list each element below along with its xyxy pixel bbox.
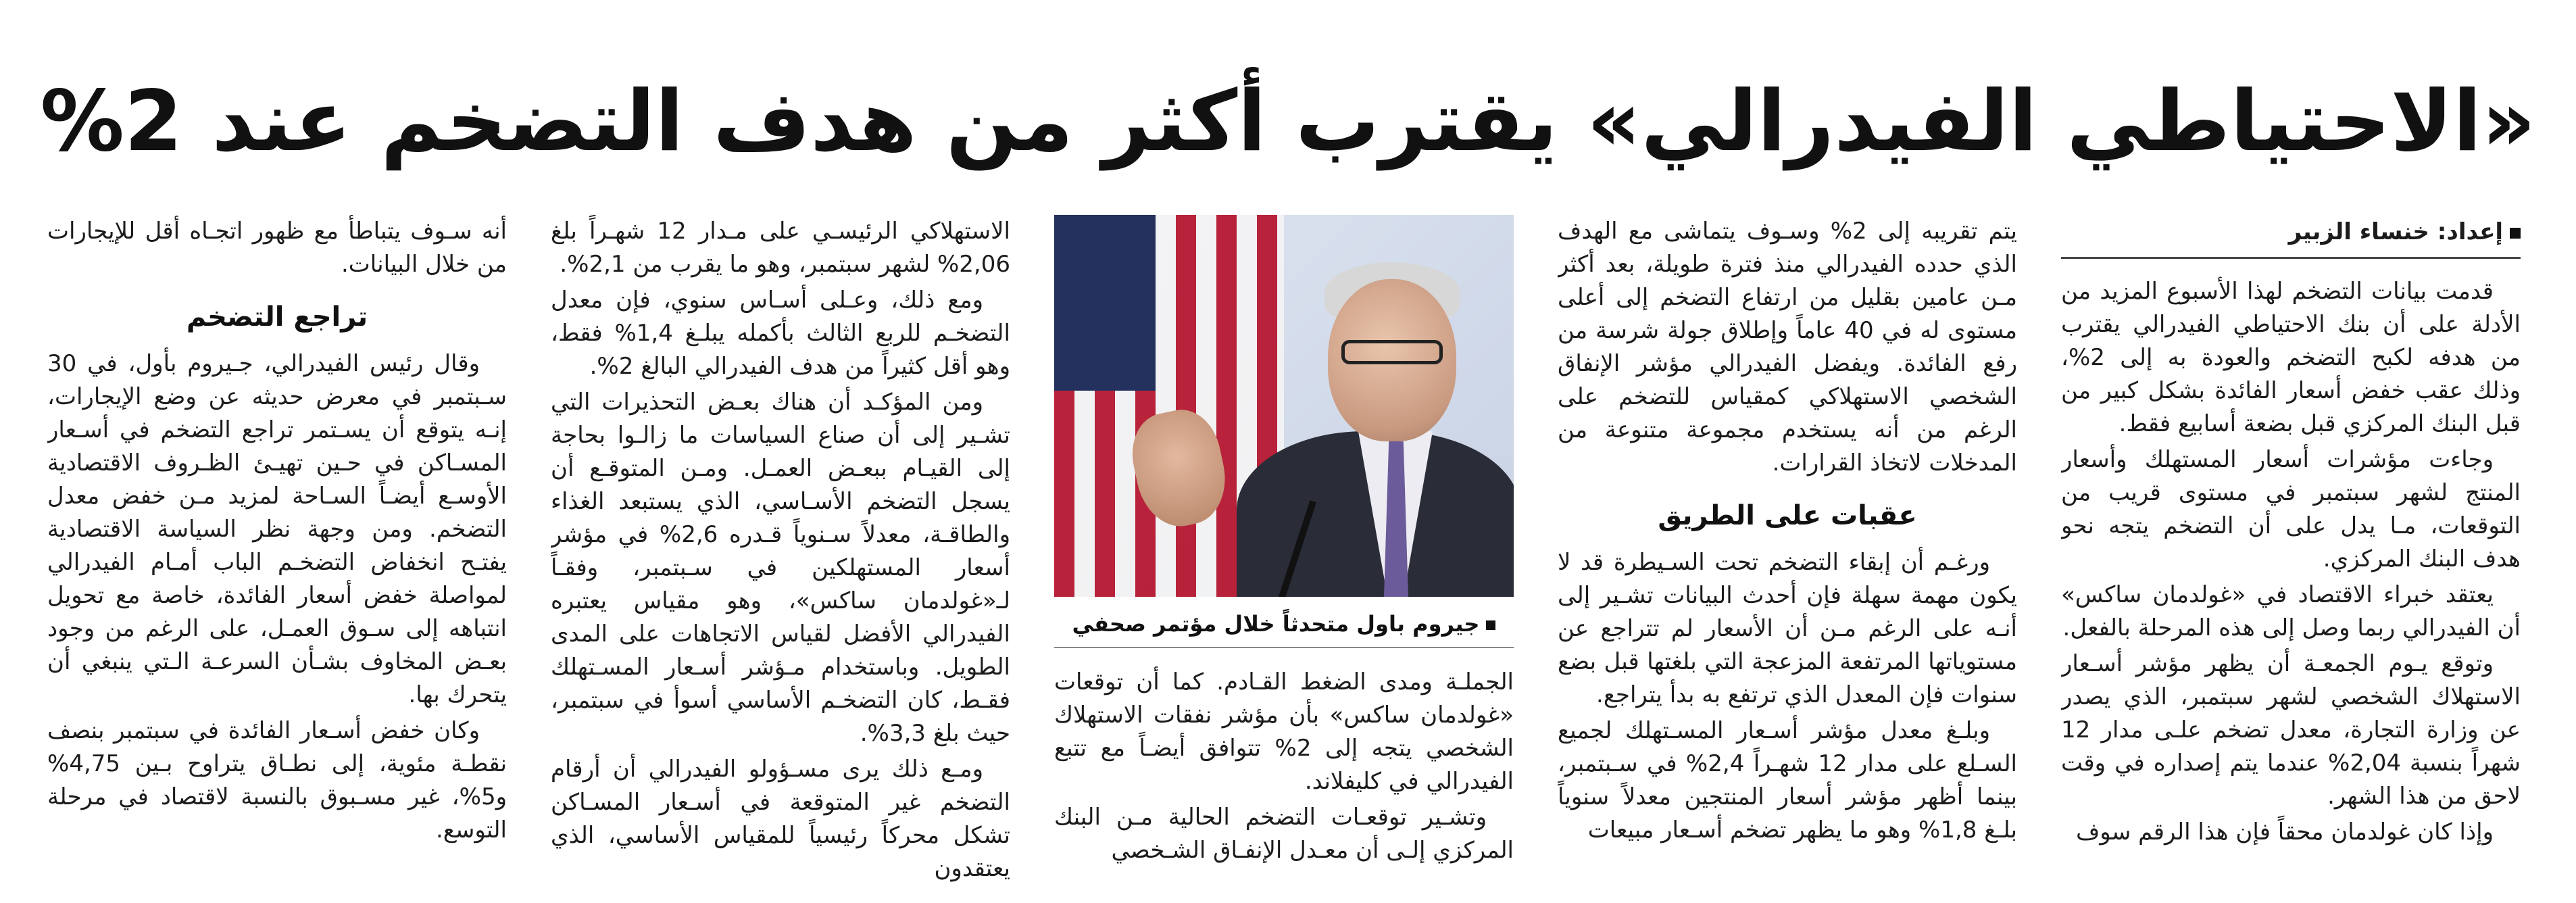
paragraph: وإذا كان غولدمان محقاً فإن هذا الرقم سوف [2076, 819, 2494, 846]
article-column-4 [551, 215, 1010, 888]
photo-caption-text: جيروم باول متحدثاً خلال مؤتمر صحفي [1072, 611, 1480, 637]
flag-canton-graphic [1054, 215, 1156, 391]
paragraph: وتشـير توقعـات التضخم الحالية مـن البنك المركزي إلـى أن معـدل الإنفـاق الشـخصي [1054, 804, 1514, 864]
article-column-3 [1054, 666, 1514, 870]
paragraph: يتم تقريبه إلى 2% وسـوف يتماشى مع الهدف الذي حدده الفيدرالي منذ فترة طويلة، بعد أكثر مـن عامين بقليل من ارتفاع التضخم إلى أعلى مستوى له في 40 عاماً وإطلاق جولة شرسة من رفع الفائدة. ويفضل الفيدرالي مؤشر الإنفاق الشخصي الاستهلاكي كمقياس للتضخم على الرغم من أنه يستخدم مجموعة متنوعة من المدخلات لاتخاذ القرارات. [1558, 218, 2017, 477]
paragraph: وتوقع يـوم الجمعـة أن يظهر مؤشر أسـعار الاستهلاك الشخصي لشهر سبتمبر، الذي يصدر عن وزارة التجارة، معدل تضخم علـى مدار 12 شهراً بنسبة 2,04% عندما يتم إصداره في وقت لاحق من هذا الشهر. [2061, 650, 2521, 810]
paragraph: قدمت بيانات التضخم لهذا الأسبوع المزيد من الأدلة على أن بنك الاحتياطي الفيدرالي يقترب من هدفه لكبح التضخم والعودة به إلى 2%، وذلك عقب خفض أسعار الفائدة بشكل كبير من قبل البنك المركزي قبل بضعة أسابيع فقط. [2061, 278, 2521, 437]
paragraph: ومـع ذلك يرى مسـؤولو الفيدرالي أن أرقام التضخم غير المتوقعة في أسـعار المسـاكن تشكل محركاً رئيسياً للمقياس الأساسي، الذي يعتقدون [551, 756, 1010, 882]
article-column-2 [1558, 215, 2017, 850]
byline-label: إعداد: [2437, 218, 2503, 245]
paragraph: أنه سـوف يتباطأ مع ظهور اتجـاه أقل للإيجارات من خلال البيانات. [47, 218, 507, 278]
article-column-1 [2061, 215, 2521, 852]
paragraph: وقال رئيس الفيدرالي، جـيروم بأول، في 30 سـبتمبر في معرض حديثه عن وضع الإيجارات، إنـه يتوقع أن يسـتمر تراجع التضخم في أسـعار المسـاكن في حـين تهيـئ الظـروف الاقتصادية الأوسـع أيضـاً السـاحة لمزيد مـن خفض معدل التضخم. ومن وجهة نظر السياسة الاقتصادية يفتـح انخفاض التضخـم الباب أمـام الفيدرالي لمواصلة خفض أسعار الفائدة، خاصة مع تحويل انتباهه إلى سـوق العمـل، على الرغم من وجود بعـض المخاوف بشـأن السرعـة الـتي ينبغي أن يتحرك بها. [47, 350, 507, 708]
headline: «الاحتياطي الفيدرالي» يقترب أكثر من هدف التضخم عند 2% [40, 73, 2536, 170]
press-conference-photo [1054, 215, 1514, 597]
glasses-graphic [1341, 340, 1443, 364]
byline [2061, 215, 2521, 259]
paragraph: ومع ذلك، وعـلى أسـاس سنوي، فإن معدل التضخـم للربع الثالث بأكمله يبلـغ 1,4% فقط، وهو أقل كثيراً من هدف الفيدرالي البالغ 2%. [551, 287, 1010, 380]
paragraph: وبلـغ معدل مؤشر أسـعار المسـتهلك لجميع السـلع على مدار 12 شهـراً 2,4% في سـبتمبر، بينما أظهر مؤشر أسعار المنتجين معدلاً سنوياً بلـغ 1,8% وهو ما يظهر تضخم أسـعار مبيعات [1558, 717, 2017, 844]
paragraph: وجاءت مؤشرات أسعار المستهلك وأسعار المنتج لشهر سبتمبر في مستوى قريب من التوقعات، مـا يدل على أن التضخم يتجه نحو هدف البنك المركزي. [2061, 446, 2521, 572]
bullet-square-icon [2510, 228, 2521, 239]
byline-author: خنساء الزبير [2288, 218, 2429, 245]
photo-caption [1054, 605, 1514, 648]
paragraph: ومن المؤكـد أن هناك بعـض التحذيرات التي تشـير إلى أن صناع السياسات ما زالـوا بحاجة إلى القيـام ببعـض العمـل. ومـن المتوقـع أن يسجل التضخم الأسـاسي، الذي يستبعد الغذاء والطاقـة، معدلاً سـنوياً قـدره 2,6% في مؤشر أسعار المستهلكين في سـبتمبر، وفقـاً لـ«غولدمان ساكس»، وهو مقياس يعتبره الفيدرالي الأفضل لقياس الاتجاهات على المدى الطويل. وباستخدام مـؤشر أسـعار المسـتهلك فقـط، كان التضخـم الأساسي أسوأ في سبتمبر، حيث بلغ 3,3%. [551, 389, 1010, 747]
paragraph: الجملـة ومدى الضغط القـادم. كما أن توقعات «غولدمان ساكس» بأن مؤشر نفقات الاستهلاك الشخصي يتجه إلى 2% تتوافق أيضـاً مع تتبع الفيدرالي في كليفلاند. [1054, 668, 1514, 795]
paragraph: يعتقد خبراء الاقتصاد في «غولدمان ساكس» أن الفيدرالي ربما وصل إلى هذه المرحلة بالفعل. [2061, 581, 2521, 641]
paragraph: ورغـم أن إبقاء التضخم تحت السـيطرة قد لا يكون مهمة سهلة فإن أحدث البيانات تشـير إلى أنـه على الرغم مـن أن الأسعار لم تتراجع عن مستوياتها المرتفعة المزعجة التي بلغتها قبل بضع سنوات فإن المعدل الذي ترتفع به بدأ يتراجع. [1558, 549, 2017, 708]
bullet-square-icon [1486, 620, 1495, 630]
paragraph: الاستهلاكي الرئيسـي على مـدار 12 شهـراً بلغ 2,06% لشهر سبتمبر، وهو ما يقرب من 2,1%. [551, 218, 1010, 278]
subheading-obstacles: عقبات على الطريق [1658, 500, 1917, 531]
subheading-inflation-decline: تراجع التضخم [186, 301, 368, 333]
paragraph: وكان خفض أسـعار الفائدة في سبتمبر بنصف نقطـة مئوية، إلى نطـاق يتراوح بـين 4,75% و5%، غير مسـبوق بالنسبة لاقتصاد في مرحلة التوسع. [47, 717, 507, 844]
article-column-5 [47, 215, 507, 850]
